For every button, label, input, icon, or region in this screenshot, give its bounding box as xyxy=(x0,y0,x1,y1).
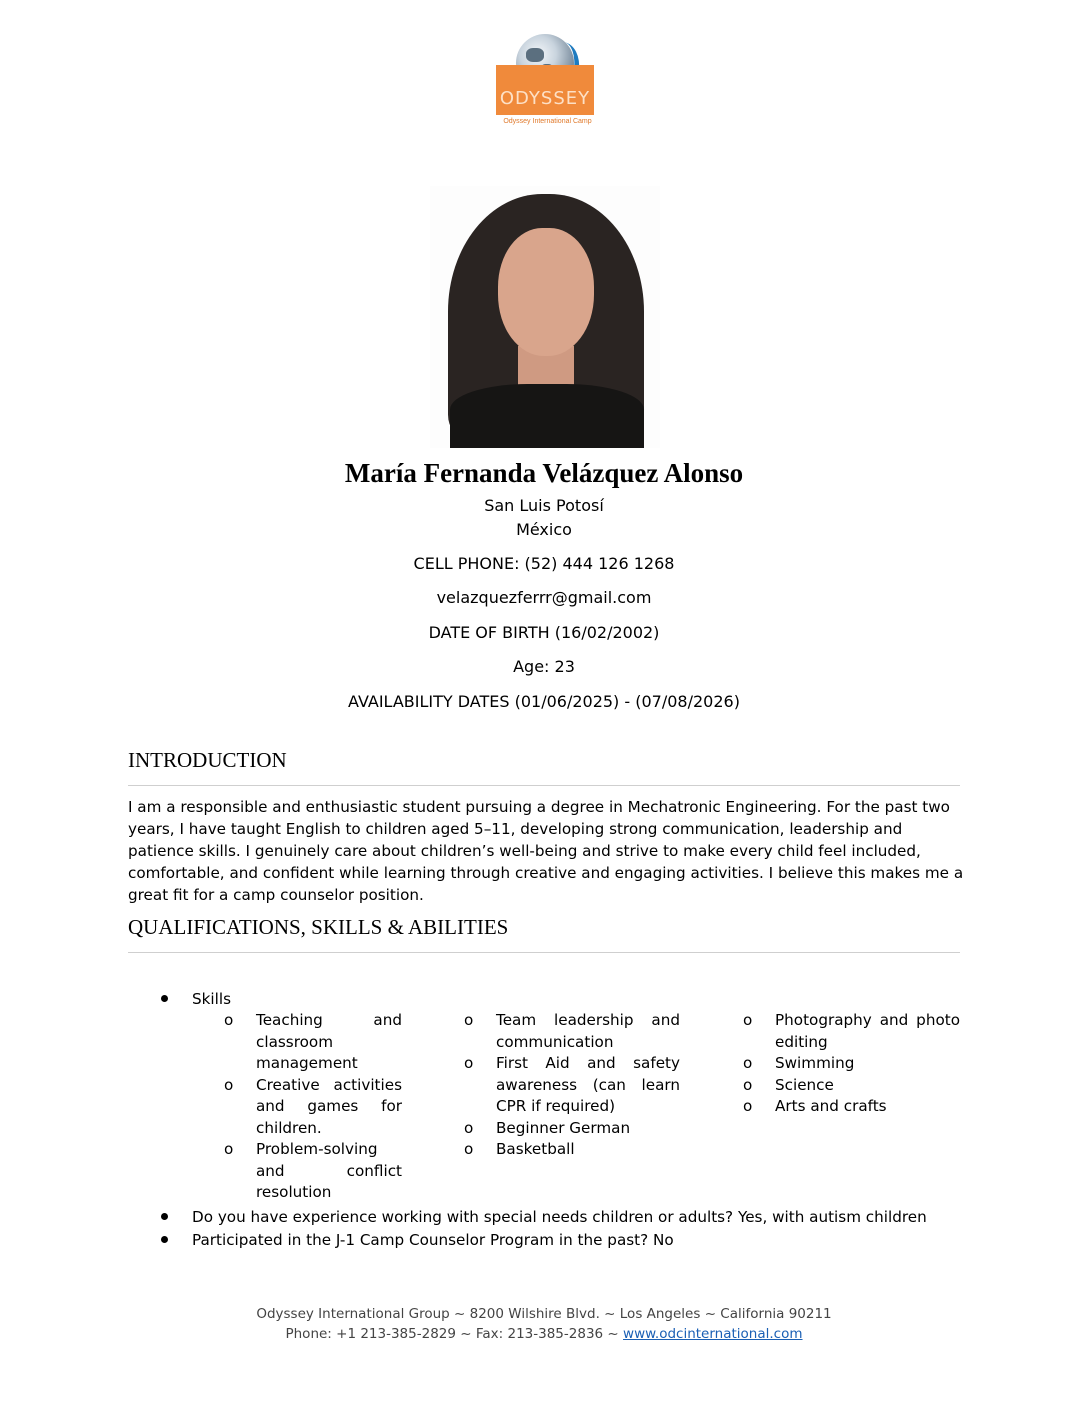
skill-item: o Problem-solving and conflict resolution xyxy=(224,1140,402,1201)
footer-phone-fax: Phone: +1 213-385-2829 ~ Fax: 213-385-2836 ~ xyxy=(285,1326,624,1342)
odyssey-logo xyxy=(490,30,605,132)
profile-photo xyxy=(430,186,660,448)
skill-item: o Swimming xyxy=(743,1054,855,1072)
logo-brand-text: ODYSSEY xyxy=(499,88,591,109)
skill-item: o Beginner German xyxy=(464,1118,631,1137)
introduction-text: I am a responsible and enthusiastic student pursuing a degree in Mechatronic Engineering. For the past two years, I have taught English to children aged 5–11, developing strong communication, leadership and patience skills. I genuinely care about children’s well-being and strive to make every child feel included, comfortable, and confident while learning through creative and engaging activities. I believe this makes me a great fit for a camp counselor position. xyxy=(128,798,964,904)
skill-item: o Basketball xyxy=(464,1140,575,1158)
availability-dates: AVAILABILITY DATES (01/06/2025) - (07/08/2026) xyxy=(348,692,740,711)
j1-program-question: Participated in the J-1 Camp Counselor Program in the past? No xyxy=(192,1231,674,1249)
qualifications-heading: QUALIFICATIONS, SKILLS & ABILITIES xyxy=(128,915,509,939)
skills-column-2 xyxy=(464,1010,680,1161)
email: velazquezferrr@gmail.com xyxy=(436,588,652,607)
website-link[interactable]: www.odcinternational.com xyxy=(623,1326,803,1342)
cell-phone: CELL PHONE: (52) 444 126 1268 xyxy=(413,554,675,573)
date-of-birth: DATE OF BIRTH (16/02/2002) xyxy=(428,623,660,642)
skills-column-3 xyxy=(743,1010,960,1118)
introduction-heading: INTRODUCTION xyxy=(128,748,287,772)
country: México xyxy=(516,520,572,539)
special-needs-question: Do you have experience working with special needs children or adults? Yes, with autism children xyxy=(192,1208,927,1226)
skills-label: Skills xyxy=(192,990,232,1008)
city: San Luis Potosí xyxy=(484,496,604,515)
age: Age: 23 xyxy=(513,657,575,676)
footer-contact xyxy=(0,1326,1088,1342)
bullet-icon xyxy=(161,1236,168,1243)
skill-item: o First Aid and safety awareness (can learn CPR if required) xyxy=(464,1054,680,1115)
candidate-name: María Fernanda Velázquez Alonso xyxy=(344,458,744,488)
skill-item: o Arts and crafts xyxy=(743,1097,887,1115)
qualifications-divider xyxy=(128,952,960,953)
bullet-icon xyxy=(161,995,168,1002)
skill-item: o Team leadership and communication xyxy=(464,1011,680,1051)
logo-tagline: Odyssey International Camp xyxy=(503,118,592,125)
footer-address: Odyssey International Group ~ 8200 Wilshire Blvd. ~ Los Angeles ~ California 90211 xyxy=(256,1306,832,1322)
introduction-divider xyxy=(128,785,960,786)
skills-column-1 xyxy=(224,1010,402,1204)
skill-item: o Photography and photo editing xyxy=(743,1011,960,1051)
bullet-icon xyxy=(161,1213,168,1220)
skill-item: o Science xyxy=(743,1075,834,1094)
skill-item: o Creative activities and games for children. xyxy=(224,1075,402,1137)
skill-item: o Teaching and classroom management xyxy=(224,1011,402,1072)
